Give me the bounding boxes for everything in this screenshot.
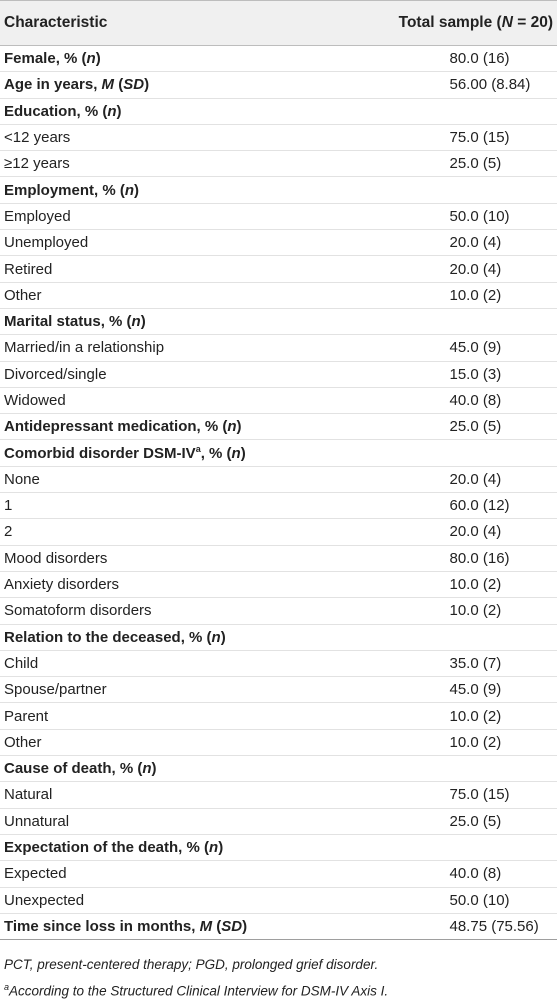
- row-label: Age in years, M (SD): [4, 76, 150, 94]
- row-value: [327, 629, 557, 646]
- row-label: Unemployed: [4, 234, 89, 252]
- header-characteristic: Characteristic: [4, 14, 108, 31]
- table-row: [0, 677, 557, 703]
- row-label: Natural: [4, 786, 53, 804]
- table-notes: [0, 954, 557, 1003]
- table-row: [0, 546, 557, 572]
- row-value: [327, 445, 557, 462]
- footnote: $^a$According to the Structured Clinical Interview for DSM-IV Axis I.: [4, 982, 389, 999]
- abbreviation-note: PCT, present-centered therapy; PGD, prolonged grief disorder.: [4, 957, 379, 973]
- table-row: [0, 309, 557, 335]
- row-value: 10.0 (2): [449, 602, 502, 620]
- row-label: 1: [4, 497, 13, 515]
- row-value: [327, 103, 557, 120]
- table-row: [0, 440, 557, 466]
- header-total-sample: Total sample (N = 20): [398, 14, 553, 31]
- row-label: Unexpected: [4, 891, 85, 909]
- table-row: [0, 283, 557, 309]
- row-label: ≥12 years: [4, 155, 70, 173]
- row-label: Education, % (n): [4, 102, 122, 120]
- row-value: 75.0 (15): [449, 786, 510, 804]
- row-value: 10.0 (2): [449, 576, 502, 594]
- table-row: [0, 125, 557, 151]
- table-row: [0, 625, 557, 651]
- row-label: Spouse/partner: [4, 681, 107, 699]
- row-label: <12 years: [4, 129, 71, 147]
- row-value: 10.0 (2): [449, 707, 502, 725]
- row-value: 40.0 (8): [449, 865, 502, 883]
- table-row: [0, 888, 557, 914]
- row-label: Retired: [4, 260, 53, 278]
- table-row: [0, 46, 557, 72]
- row-label: Parent: [4, 707, 49, 725]
- row-value: 20.0 (4): [449, 470, 502, 488]
- row-value: [327, 182, 557, 199]
- row-label: Somatoform disorders: [4, 602, 152, 620]
- table-row: [0, 335, 557, 361]
- row-label: Anxiety disorders: [4, 576, 120, 594]
- row-label: Expected: [4, 865, 67, 883]
- table-row: [0, 703, 557, 729]
- table-row: [0, 177, 557, 203]
- table-row: [0, 730, 557, 756]
- row-label: Divorced/single: [4, 365, 107, 383]
- table-row: [0, 782, 557, 808]
- row-value: [327, 760, 557, 777]
- table-row: [0, 388, 557, 414]
- row-value: 80.0 (16): [449, 50, 510, 68]
- table-row: [0, 756, 557, 782]
- row-value: 50.0 (10): [449, 207, 510, 225]
- row-label: Child: [4, 654, 39, 672]
- table-row: [0, 572, 557, 598]
- table-row: [0, 493, 557, 519]
- row-label: Relation to the deceased, % (n): [4, 628, 226, 646]
- table-row: [0, 835, 557, 861]
- row-value: 45.0 (9): [449, 339, 502, 357]
- row-value: 45.0 (9): [449, 681, 502, 699]
- row-label: Marital status, % (n): [4, 313, 146, 331]
- table-row: [0, 256, 557, 282]
- row-value: 15.0 (3): [449, 365, 502, 383]
- row-label: Cause of death, % (n): [4, 760, 157, 778]
- row-label: Married/in a relationship: [4, 339, 165, 357]
- row-label: Other: [4, 733, 42, 751]
- row-value: [327, 839, 557, 856]
- row-value: 56.00 (8.84): [449, 76, 531, 94]
- row-value: 20.0 (4): [449, 523, 502, 541]
- row-value: 25.0 (5): [449, 418, 502, 436]
- row-value: 60.0 (12): [449, 497, 510, 515]
- row-label: Unnatural: [4, 812, 70, 830]
- row-label: Mood disorders: [4, 549, 108, 567]
- table-row: [0, 151, 557, 177]
- row-value: 25.0 (5): [449, 812, 502, 830]
- table-row: [0, 651, 557, 677]
- table-row: [0, 362, 557, 388]
- table-header-row: [0, 0, 557, 46]
- row-label: 2: [4, 523, 13, 541]
- table-row: [0, 598, 557, 624]
- row-value: 25.0 (5): [449, 155, 502, 173]
- row-label: Employed: [4, 207, 71, 225]
- row-label: Employment, % (n): [4, 181, 140, 199]
- row-value: 10.0 (2): [449, 733, 502, 751]
- row-label: Antidepressant medication, % (n): [4, 418, 242, 436]
- table-row: [0, 414, 557, 440]
- table-row: [0, 467, 557, 493]
- table-body: [0, 46, 557, 940]
- table-row: [0, 72, 557, 98]
- row-label: Other: [4, 286, 42, 304]
- row-label: Female, % (n): [4, 50, 101, 68]
- row-label: Expectation of the death, % (n): [4, 839, 224, 857]
- row-value: 35.0 (7): [449, 654, 502, 672]
- row-label: Comorbid disorder DSM-$IV^a$, % (n): [4, 444, 246, 463]
- row-label: Widowed: [4, 392, 66, 409]
- table-row: [0, 809, 557, 835]
- row-value: [327, 313, 557, 330]
- row-label: None: [4, 470, 40, 488]
- row-label: Time since loss in months, M (SD): [4, 917, 248, 935]
- table-row: [0, 204, 557, 230]
- table-row: [0, 99, 557, 125]
- row-value: 75.0 (15): [449, 129, 510, 147]
- row-value: 20.0 (4): [449, 234, 502, 252]
- row-value: 20.0 (4): [449, 260, 502, 278]
- row-value: 10.0 (2): [449, 286, 502, 304]
- table-row: [0, 519, 557, 545]
- row-value: 48.75 (75.56): [449, 917, 539, 935]
- row-value: 80.0 (16): [449, 549, 510, 567]
- table-row: [0, 861, 557, 887]
- table-row: [0, 914, 557, 940]
- table-row: [0, 230, 557, 256]
- row-value: 40.0 (8): [449, 392, 502, 409]
- row-value: 50.0 (10): [449, 891, 510, 909]
